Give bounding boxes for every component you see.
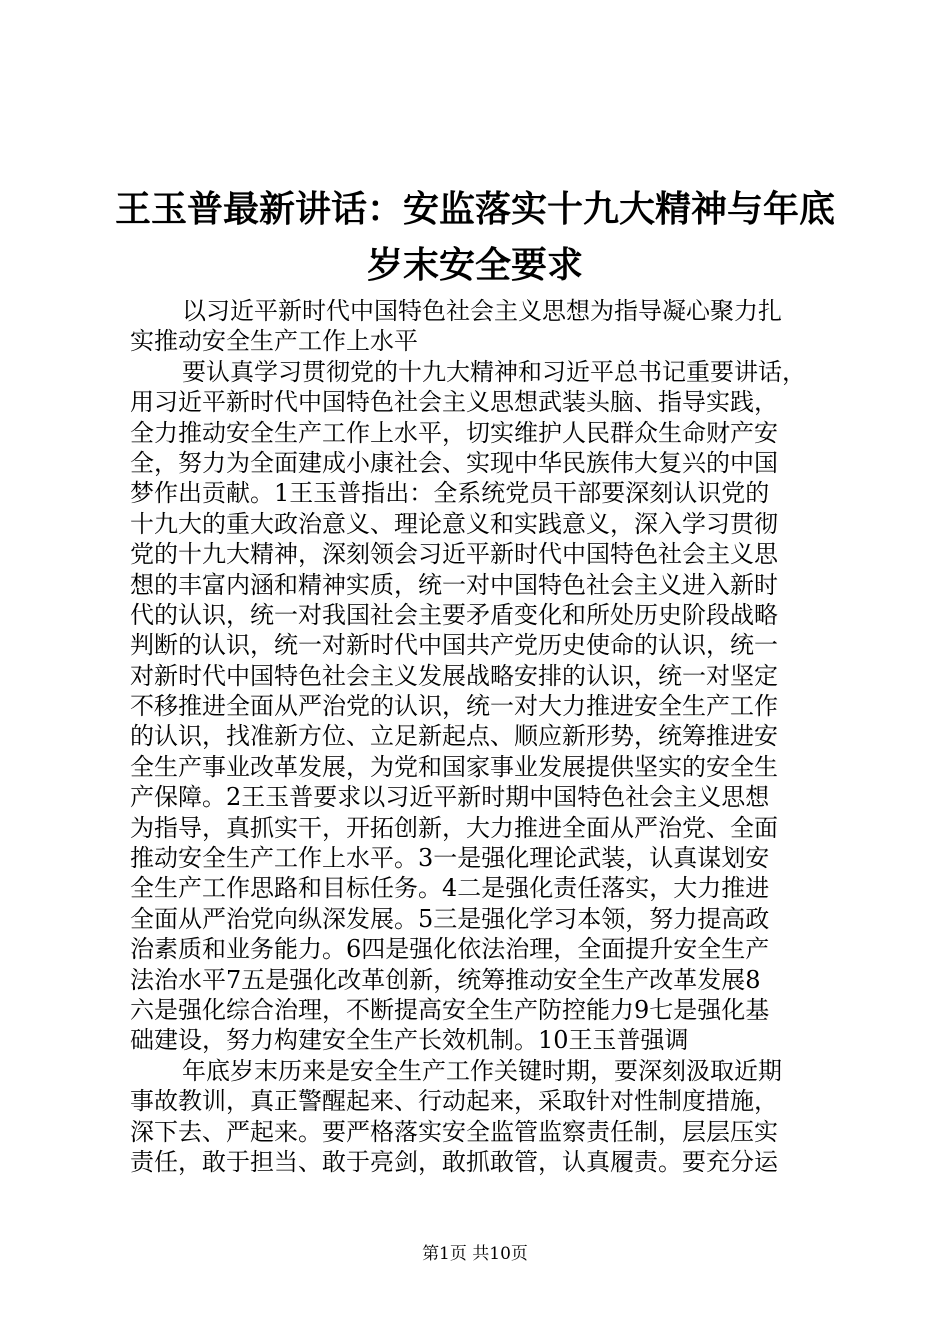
body-line: 全力推动安全生产工作上水平，切实维护人民群众生命财产安 (130, 418, 778, 447)
document-title-line-1: 王玉普最新讲话：安监落实十九大精神与年底 (114, 189, 835, 230)
body-line: 对新时代中国特色社会主义发展战略安排的认识，统一对坚定 (130, 661, 778, 690)
body-line: 推动安全生产工作上水平。3一是强化理论武装，认真谋划安 (130, 844, 770, 873)
body-line: 梦作出贡献。1王玉普指出：全系统党员干部要深刻认识党的 (130, 479, 770, 508)
body-line: 全面从严治党向纵深发展。5三是强化学习本领，努力提高政 (130, 904, 770, 933)
body-line: 代的认识，统一对我国社会主要矛盾变化和所处历史阶段战略 (130, 600, 778, 629)
body-line: 判断的认识，统一对新时代中国共产党历史使命的认识，统一 (130, 631, 778, 660)
body-line: 全，努力为全面建成小康社会、实现中华民族伟大复兴的中国 (130, 448, 778, 477)
body-line: 实推动安全生产工作上水平 (130, 327, 418, 356)
body-line: 责任，敢于担当、敢于亮剑，敢抓敢管，认真履责。要充分运 (130, 1147, 778, 1176)
body-line: 六是强化综合治理，不断提高安全生产防控能力9七是强化基 (130, 995, 770, 1024)
body-line: 法治水平7五是强化改革创新，统筹推动安全生产改革发展8 (130, 965, 761, 994)
body-line: 要认真学习贯彻党的十九大精神和习近平总书记重要讲话， (182, 357, 806, 386)
body-line: 不移推进全面从严治党的认识，统一对大力推进安全生产工作 (130, 692, 778, 721)
body-line: 础建设，努力构建安全生产长效机制。10王玉普强调 (130, 1026, 689, 1055)
body-line: 用习近平新时代中国特色社会主义思想武装头脑、指导实践， (130, 388, 778, 417)
body-line: 事故教训，真正警醒起来、行动起来，采取针对性制度措施， (130, 1087, 778, 1116)
body-line: 治素质和业务能力。6四是强化依法治理，全面提升安全生产 (130, 935, 770, 964)
body-line: 十九大的重大政治意义、理论意义和实践意义，深入学习贯彻 (130, 509, 778, 538)
body-line: 年底岁末历来是安全生产工作关键时期，要深刻汲取近期 (182, 1056, 782, 1085)
body-line: 产保障。2王玉普要求以习近平新时期中国特色社会主义思想 (130, 783, 770, 812)
body-line: 深下去、严起来。要严格落实安全监管监察责任制，层层压实 (130, 1117, 778, 1146)
body-line: 为指导，真抓实干，开拓创新，大力推进全面从严治党、全面 (130, 813, 778, 842)
body-line: 全生产事业改革发展，为党和国家事业发展提供坚实的安全生 (130, 752, 778, 781)
body-line: 党的十九大精神，深刻领会习近平新时代中国特色社会主义思 (130, 540, 778, 569)
body-line: 想的丰富内涵和精神实质，统一对中国特色社会主义进入新时 (130, 570, 778, 599)
body-line: 全生产工作思路和目标任务。4二是强化责任落实，大力推进 (130, 874, 770, 903)
body-line: 的认识，找准新方位、立足新起点、顺应新形势，统筹推进安 (130, 722, 778, 751)
document-body (130, 296, 830, 1177)
page-footer: 第1页 共10页 (422, 1244, 528, 1264)
body-line: 以习近平新时代中国特色社会主义思想为指导凝心聚力扎 (182, 297, 782, 325)
document-title-line-2: 岁末安全要求 (366, 245, 583, 286)
